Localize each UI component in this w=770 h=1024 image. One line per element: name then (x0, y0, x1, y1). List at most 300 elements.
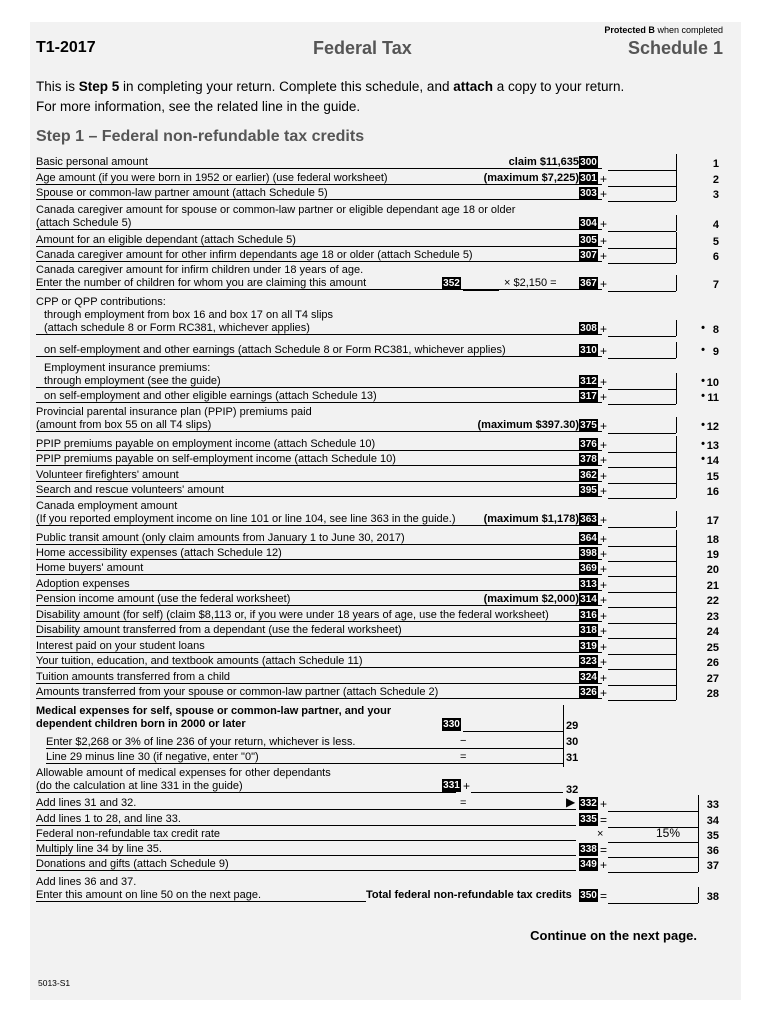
line-22-label: Pension income amount (use the federal worksheet) (36, 593, 291, 605)
line-23-cents-divider (676, 607, 677, 623)
total-row-36 (30, 843, 741, 859)
line-3-rule (36, 199, 602, 200)
line-18-cents-divider (676, 530, 677, 546)
line-row-7 (30, 264, 741, 296)
line-7-code: 367 (580, 278, 597, 289)
total-row-38 (30, 876, 741, 903)
line-22-code: 314 (580, 594, 597, 605)
line-28-operator: + (600, 686, 608, 700)
line-23-amount-field[interactable] (608, 609, 676, 624)
line-18-code: 364 (580, 533, 597, 544)
line-4-operator: + (600, 217, 608, 231)
line-17-amount-field[interactable] (608, 513, 676, 528)
line-2-cents-divider (676, 170, 677, 186)
line-7-operator: + (600, 277, 608, 291)
line-20-amount-field[interactable] (608, 562, 676, 577)
total-33-arrow: ▶ (566, 795, 576, 809)
line-11-label: on self-employment and other eligible earnings (attach Schedule 13) (44, 390, 377, 402)
medical-32-label-2: (do the calculation at line 331 in the guide) (36, 780, 243, 792)
line-7-rule (36, 289, 602, 290)
line-24-rule (36, 636, 602, 637)
line-23-code: 316 (580, 610, 597, 621)
line-13-amount-field[interactable] (608, 438, 676, 453)
total-36-cents-divider (698, 841, 699, 857)
line-9-dot: • (701, 344, 705, 356)
line-18-operator: + (600, 532, 608, 546)
line-1-label: Basic personal amount (36, 156, 148, 168)
protected-label: Protected B when completed (604, 25, 723, 35)
line-row-12 (30, 406, 741, 438)
line-13-rule (36, 450, 602, 451)
total-row-37 (30, 858, 741, 874)
line-row-5 (30, 234, 741, 250)
total-38-label-2: Enter this amount on line 50 on the next page. (36, 889, 262, 901)
line-5-amount-field[interactable] (608, 234, 676, 249)
line-21-rule (36, 590, 602, 591)
line-27-label: Tuition amounts transferred from a child (36, 671, 231, 683)
line-8-code: 308 (580, 323, 597, 334)
line-24-number: 24 (706, 626, 719, 638)
line-27-number: 27 (706, 673, 719, 685)
line-row-27 (30, 671, 741, 687)
total-36-rule (36, 855, 576, 856)
medical-32-field[interactable] (471, 779, 563, 793)
medical-29-label-1: Medical expenses for self, spouse or common-law partner, and your (36, 705, 392, 717)
line-25-amount-field[interactable] (608, 640, 676, 655)
total-34-operator: = (600, 813, 608, 827)
line-row-24 (30, 624, 741, 640)
line-17-label-2: (If you reported employment income on line 101 or line 104, see line 363 in the guide.) (36, 513, 456, 525)
total-row-34 (30, 813, 741, 829)
line-20-rule (36, 574, 602, 575)
total-row-33 (30, 797, 741, 813)
line-14-code: 378 (580, 454, 597, 465)
total-36-amount-field[interactable] (608, 843, 698, 858)
line-16-label: Search and rescue volunteers' amount (36, 484, 224, 496)
line-3-code: 303 (580, 188, 597, 199)
line-row-17 (30, 500, 741, 532)
line-4-rule (36, 229, 602, 230)
line-12-label: Provincial parental insurance plan (PPIP) premiums paid (36, 406, 312, 418)
line-23-label: Disability amount (for self) (claim $8,113 or, if you were under 18 years of age, use the federal worksheet) (36, 609, 549, 621)
medical-31-number: 31 (566, 752, 579, 764)
line-16-number: 16 (706, 486, 719, 498)
total-38-amount-field[interactable] (608, 889, 698, 904)
line-row-19 (30, 547, 741, 563)
line-9-label: on self-employment and other earnings (attach Schedule 8 or Form RC381, whichever applies) (44, 344, 506, 356)
medical-29-label-2: dependent children born in 2000 or later (36, 718, 246, 730)
medical-29-field[interactable] (463, 718, 563, 732)
line-24-operator: + (600, 624, 608, 638)
line-11-code: 317 (580, 391, 597, 402)
line-19-label: Home accessibility expenses (attach Schedule 12) (36, 547, 282, 559)
total-34-cents-divider (698, 811, 699, 827)
total-33-equals: = (460, 797, 467, 809)
medical-32-label-1: Allowable amount of medical expenses for other dependants (36, 767, 331, 779)
line-17-rule (36, 525, 602, 526)
line-6-operator: + (600, 249, 608, 263)
line-17-operator: + (600, 513, 608, 527)
total-35-multiplier: × (597, 828, 604, 840)
line-row-9 (30, 344, 741, 360)
total-35-cents-divider (698, 826, 699, 842)
line-row-1 (30, 156, 741, 172)
line-15-number: 15 (706, 471, 719, 483)
line-2-amount-field[interactable] (608, 172, 676, 187)
line-6-code: 307 (580, 250, 597, 261)
line-21-number: 21 (706, 580, 719, 592)
line-row-2 (30, 172, 741, 188)
total-37-amount-field[interactable] (608, 858, 698, 873)
line-11-dot: • (701, 390, 705, 402)
line-14-amount-field[interactable] (608, 453, 676, 468)
line-1-code: 300 (580, 157, 597, 168)
line-28-label: Amounts transferred from your spouse or common-law partner (attach Schedule 2) (36, 686, 439, 698)
line-21-amount-field[interactable] (608, 578, 676, 593)
line-3-cents-divider (676, 185, 677, 201)
line-17-number: 17 (706, 515, 719, 527)
line-20-cents-divider (676, 560, 677, 576)
line-8-label-3: (attach schedule 8 or Form RC381, whichever applies) (44, 322, 310, 334)
line-14-number: 14 (706, 455, 719, 467)
line-8-operator: + (600, 322, 608, 336)
line-row-26 (30, 655, 741, 671)
line-row-28 (30, 686, 741, 702)
line-4-cents-divider (676, 215, 677, 231)
line-7-cents-divider (676, 275, 677, 291)
line-18-label: Public transit amount (only claim amounts from January 1 to June 30, 2017) (36, 532, 405, 544)
line-24-code: 318 (580, 625, 597, 636)
line-8-cents-divider (676, 320, 677, 336)
line-15-rule (36, 481, 602, 482)
form-id: T1-2017 (36, 39, 96, 56)
line-20-code: 369 (580, 563, 597, 574)
form-page (30, 22, 741, 1000)
line-row-8 (30, 296, 741, 346)
line-row-16 (30, 484, 741, 500)
line-26-label: Your tuition, education, and textbook amounts (attach Schedule 11) (36, 655, 363, 667)
line-7-label: Canada caregiver amount for infirm children under 18 years of age. (36, 264, 364, 276)
line-28-amount-field[interactable] (608, 686, 676, 701)
line-5-rule (36, 246, 602, 247)
line-13-number: 13 (706, 440, 719, 452)
line-3-amount-field[interactable] (608, 187, 676, 202)
medical-29-code: 330 (443, 719, 460, 730)
medical-31-operator: = (460, 751, 467, 763)
line-25-number: 25 (706, 642, 719, 654)
line-14-dot: • (701, 453, 705, 465)
line-2-maximum: (maximum $7,225) (483, 172, 579, 184)
line-7-number: 7 (712, 279, 719, 291)
line-7-count-code: 352 (443, 278, 460, 289)
total-38-operator: = (600, 889, 608, 903)
line-19-amount-field[interactable] (608, 547, 676, 562)
form-title: Federal Tax (313, 38, 412, 58)
line-10-label: Employment insurance premiums: (44, 362, 211, 374)
line-24-amount-field[interactable] (608, 624, 676, 639)
line-row-15 (30, 469, 741, 485)
line-14-operator: + (600, 453, 608, 467)
line-21-operator: + (600, 578, 608, 592)
line-1-rule (36, 168, 602, 169)
line-20-label: Home buyers' amount (36, 562, 144, 574)
line-19-operator: + (600, 547, 608, 561)
line-12-rule (36, 431, 602, 432)
line-12-label-2: (amount from box 55 on all T4 slips) (36, 419, 212, 431)
total-37-number: 37 (706, 860, 719, 872)
line-2-number: 2 (712, 174, 719, 186)
line-16-cents-divider (676, 482, 677, 498)
medical-32-code: 331 (443, 780, 460, 791)
line-1-amount-field[interactable] (608, 156, 676, 171)
line-26-rule (36, 667, 602, 668)
total-38-bold-label: Total federal non-refundable tax credits (366, 889, 572, 901)
line-23-rule (36, 621, 602, 622)
line-19-number: 19 (706, 549, 719, 561)
line-12-code: 375 (580, 420, 597, 431)
total-33-rule (36, 809, 576, 810)
line-9-code: 310 (580, 345, 597, 356)
line-26-amount-field[interactable] (608, 655, 676, 670)
line-8-amount-field[interactable] (608, 322, 676, 337)
line-5-code: 305 (580, 235, 597, 246)
line-16-operator: + (600, 484, 608, 498)
line-8-rule (36, 334, 602, 335)
total-37-label: Donations and gifts (attach Schedule 9) (36, 858, 229, 870)
line-9-rule (36, 356, 602, 357)
line-16-code: 395 (580, 485, 597, 496)
line-19-rule (36, 559, 602, 560)
line-8-label: CPP or QPP contributions: (36, 296, 166, 308)
total-37-cents-divider (698, 856, 699, 872)
section-title: Step 1 – Federal non-refundable tax credits (36, 128, 365, 145)
total-33-amount-field[interactable] (608, 797, 698, 812)
line-2-rule (36, 184, 602, 185)
medical-32-number: 32 (566, 784, 579, 796)
line-27-code: 324 (580, 672, 597, 683)
line-14-rule (36, 465, 602, 466)
line-24-cents-divider (676, 622, 677, 638)
line-22-operator: + (600, 593, 608, 607)
line-28-number: 28 (706, 688, 719, 700)
line-row-6 (30, 249, 741, 265)
line-2-label: Age amount (if you were born in 1952 or earlier) (use federal worksheet) (36, 172, 388, 184)
line-12-dot: • (701, 419, 705, 431)
line-3-operator: + (600, 187, 608, 201)
total-36-operator: = (600, 843, 608, 857)
line-row-4 (30, 204, 741, 234)
line-9-cents-divider (676, 342, 677, 358)
total-36-number: 36 (706, 845, 719, 857)
total-33-cents-divider (698, 795, 699, 811)
line-12-amount-field[interactable] (608, 419, 676, 434)
line-11-number: 11 (707, 392, 719, 404)
total-37-code: 349 (580, 859, 597, 870)
line-28-cents-divider (676, 684, 677, 700)
line-9-operator: + (600, 344, 608, 358)
line-26-number: 26 (706, 657, 719, 669)
line-10-dot: • (701, 375, 705, 387)
line-7-label-2: Enter the number of children for whom you are claiming this amount (36, 277, 367, 289)
line-11-operator: + (600, 390, 608, 404)
total-38-code: 350 (580, 890, 597, 901)
line-10-label-2: through employment (see the guide) (44, 375, 221, 387)
line-10-code: 312 (580, 376, 597, 387)
line-25-code: 319 (580, 641, 597, 652)
total-33-code: 332 (580, 798, 597, 809)
line-19-cents-divider (676, 545, 677, 561)
medical-29-number: 29 (566, 720, 579, 732)
line-15-amount-field[interactable] (608, 469, 676, 484)
line-19-code: 398 (580, 548, 597, 559)
line-10-number: 10 (706, 377, 719, 389)
line-6-rule (36, 261, 602, 262)
line-16-rule (36, 496, 602, 497)
line-4-label: Canada caregiver amount for spouse or common-law partner or eligible dependant age 18 or older (36, 204, 516, 216)
line-10-rule (36, 387, 602, 388)
total-row-35 (30, 828, 741, 844)
line-16-amount-field[interactable] (608, 484, 676, 499)
line-4-amount-field[interactable] (608, 217, 676, 232)
line-22-cents-divider (676, 591, 677, 607)
total-38-number: 38 (706, 891, 719, 903)
line-12-operator: + (600, 419, 608, 433)
line-row-11 (30, 390, 741, 406)
line-22-number: 22 (706, 595, 719, 607)
line-17-code: 363 (580, 514, 597, 525)
line-row-22 (30, 593, 741, 609)
line-row-20 (30, 562, 741, 578)
line-6-number: 6 (712, 251, 719, 263)
line-27-cents-divider (676, 669, 677, 685)
line-28-rule (36, 698, 602, 699)
line-6-label: Canada caregiver amount for other infirm dependants age 18 or older (attach Schedule 5) (36, 249, 473, 261)
line-27-amount-field[interactable] (608, 671, 676, 686)
line-22-amount-field[interactable] (608, 593, 676, 608)
total-36-code: 338 (580, 844, 597, 855)
line-row-14 (30, 453, 741, 469)
footer-code: 5013-S1 (38, 978, 71, 988)
line-10-cents-divider (676, 373, 677, 389)
line-21-cents-divider (676, 576, 677, 592)
line-2-operator: + (600, 172, 608, 186)
line-26-cents-divider (676, 653, 677, 669)
line-4-label-2: (attach Schedule 5) (36, 217, 132, 229)
line-13-operator: + (600, 438, 608, 452)
line-12-number: 12 (706, 421, 719, 433)
line-28-code: 326 (580, 687, 597, 698)
medical-30-number: 30 (566, 736, 579, 748)
line-23-number: 23 (706, 611, 719, 623)
total-33-label: Add lines 31 and 32. (36, 797, 137, 809)
total-35-rate: 15% (656, 826, 681, 840)
line-row-18 (30, 532, 741, 548)
line-7-multiplier: × $2,150 = (504, 277, 557, 289)
line-10-amount-field[interactable] (608, 375, 676, 390)
line-26-code: 323 (580, 656, 597, 667)
line-25-rule (36, 652, 602, 653)
total-35-label: Federal non-refundable tax credit rate (36, 828, 221, 840)
line-14-label: PPIP premiums payable on self-employment income (attach Schedule 10) (36, 453, 396, 465)
line-27-operator: + (600, 671, 608, 685)
line-4-number: 4 (712, 219, 719, 231)
schedule-title: Schedule 1 (627, 38, 723, 58)
line-10-operator: + (600, 375, 608, 389)
line-17-maximum: (maximum $1,178) (483, 513, 579, 525)
line-21-code: 313 (580, 579, 597, 590)
line-2-code: 301 (580, 173, 597, 184)
total-38-cents-divider (698, 887, 699, 903)
line-26-operator: + (600, 655, 608, 669)
line-11-amount-field[interactable] (608, 390, 676, 405)
line-17-cents-divider (676, 511, 677, 527)
line-4-code: 304 (580, 218, 597, 229)
line-25-operator: + (600, 640, 608, 654)
line-6-amount-field[interactable] (608, 249, 676, 264)
total-38-rule (36, 901, 366, 902)
line-14-cents-divider (676, 451, 677, 467)
line-7-amount-field[interactable] (608, 277, 676, 292)
line-15-cents-divider (676, 467, 677, 483)
line-22-rule (36, 605, 602, 606)
line-25-label: Interest paid on your student loans (36, 640, 205, 652)
medical-30-operator: − (460, 735, 467, 747)
line-3-number: 3 (712, 189, 719, 201)
line-9-number: 9 (712, 346, 719, 358)
total-33-operator: + (600, 797, 608, 811)
total-34-label: Add lines 1 to 28, and line 33. (36, 813, 181, 825)
line-6-cents-divider (676, 247, 677, 263)
continue-text: Continue on the next page. (530, 928, 697, 943)
line-3-label: Spouse or common-law partner amount (attach Schedule 5) (36, 187, 328, 199)
total-35-amount-field[interactable] (608, 828, 698, 843)
line-1-maximum: claim $11,635 (508, 156, 579, 168)
line-row-13 (30, 438, 741, 454)
line-27-rule (36, 683, 602, 684)
line-23-operator: + (600, 609, 608, 623)
line-13-dot: • (701, 438, 705, 450)
line-8-dot: • (701, 322, 705, 334)
total-34-number: 34 (706, 815, 719, 827)
line-25-cents-divider (676, 638, 677, 654)
line-9-amount-field[interactable] (608, 344, 676, 359)
line-row-25 (30, 640, 741, 656)
total-34-amount-field[interactable] (608, 813, 698, 828)
line-13-label: PPIP premiums payable on employment income (attach Schedule 10) (36, 438, 376, 450)
line-13-cents-divider (676, 436, 677, 452)
medical-divider (563, 705, 564, 767)
line-18-amount-field[interactable] (608, 532, 676, 547)
line-15-code: 362 (580, 470, 597, 481)
line-18-number: 18 (706, 534, 719, 546)
total-38-label: Add lines 36 and 37. (36, 876, 137, 888)
line-row-21 (30, 578, 741, 594)
intro-text: This is Step 5 in completing your return. Complete this schedule, and attach a copy to your return. For more information, see the related line in the guide. (36, 79, 625, 114)
line-12-cents-divider (676, 417, 677, 433)
line-13-code: 376 (580, 439, 597, 450)
line-11-rule (36, 402, 602, 403)
line-1-cents-divider (676, 154, 677, 170)
line-15-label: Volunteer firefighters' amount (36, 469, 179, 481)
line-18-rule (36, 544, 602, 545)
line-20-operator: + (600, 562, 608, 576)
total-37-operator: + (600, 858, 608, 872)
medical-31-rule (46, 763, 563, 764)
line-8-label-2: through employment from box 16 and box 17 on all T4 slips (44, 309, 334, 321)
line-17-label: Canada employment amount (36, 500, 178, 512)
line-24-label: Disability amount transferred from a dependant (use the federal worksheet) (36, 624, 402, 636)
total-34-code: 335 (580, 814, 597, 825)
